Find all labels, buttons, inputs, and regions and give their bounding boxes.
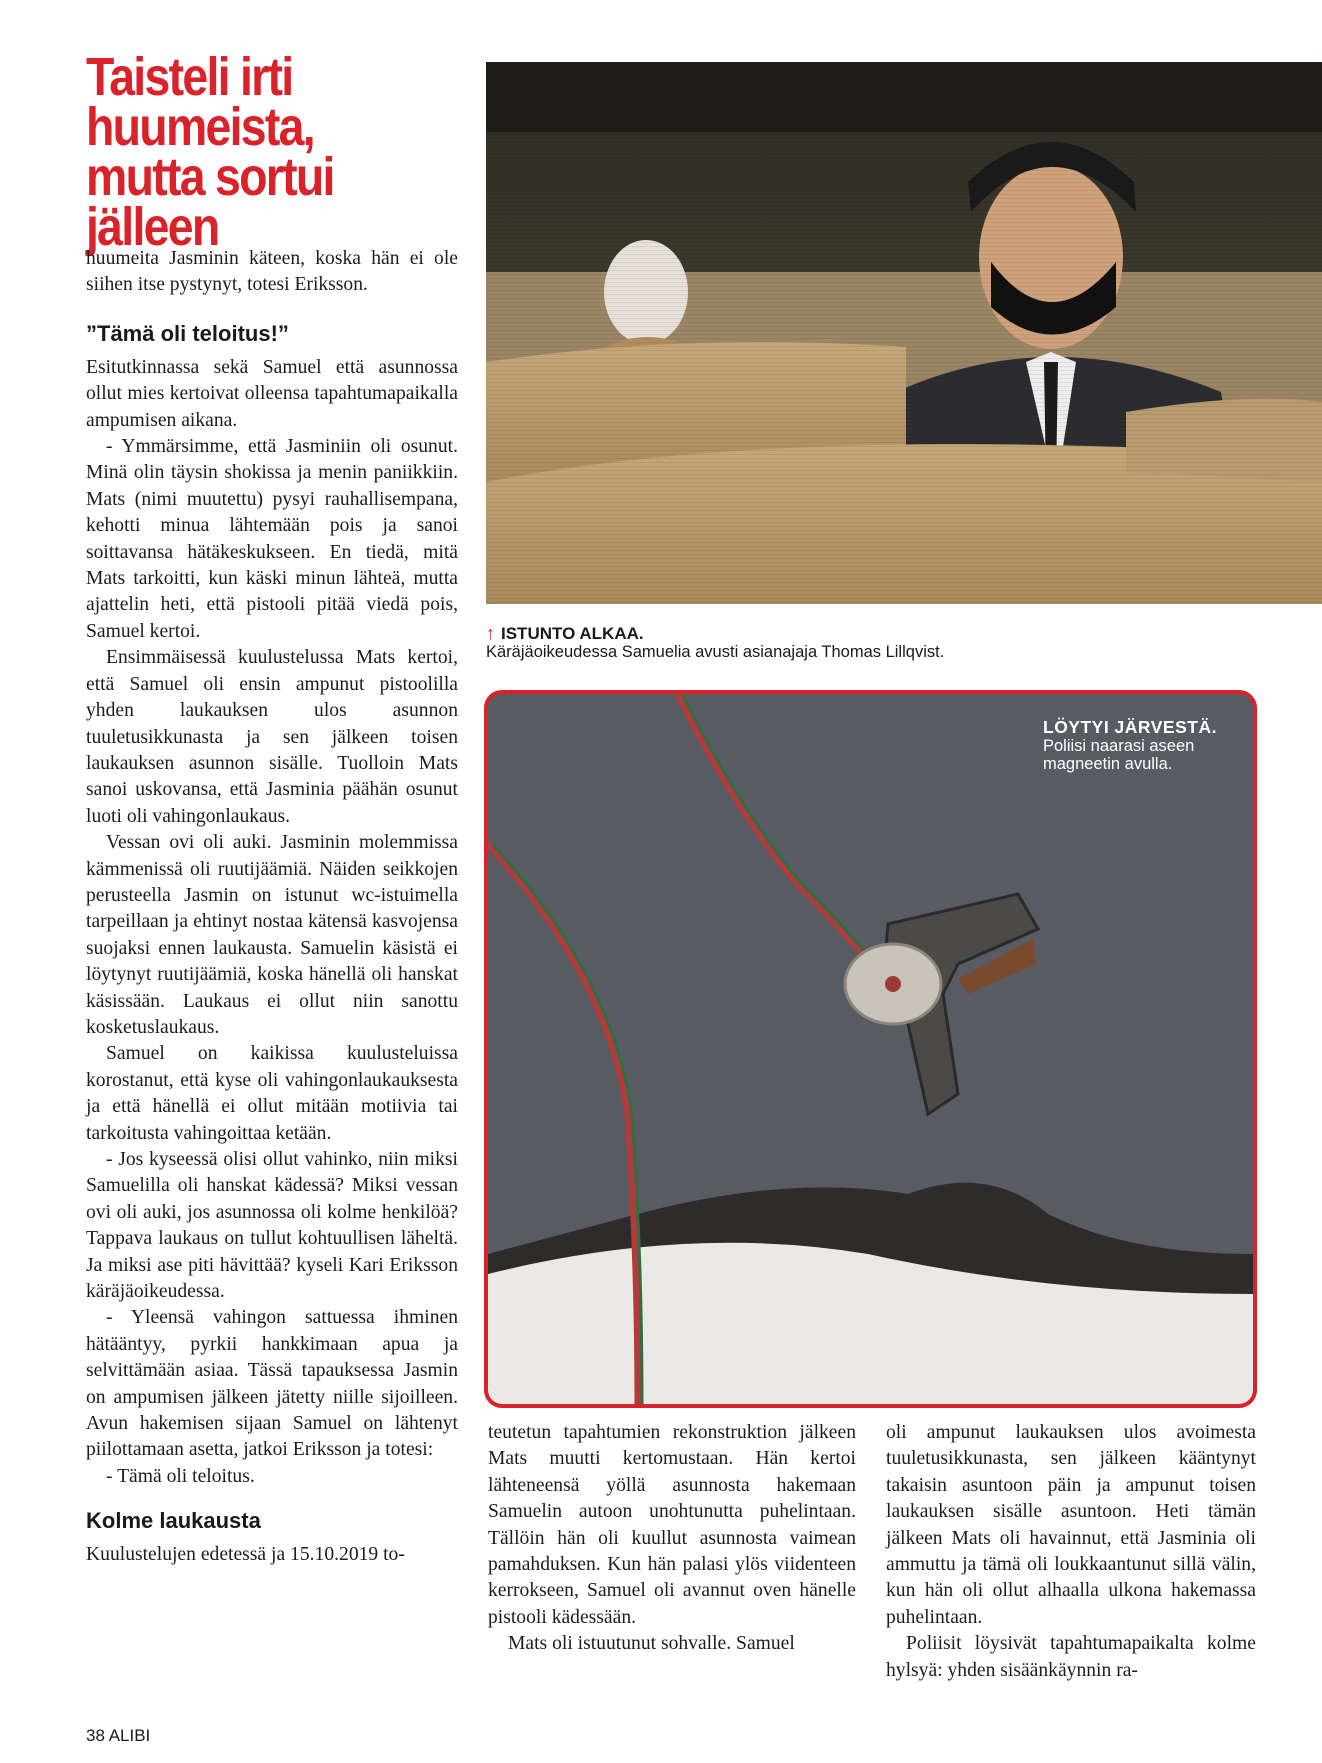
subheading: ”Tämä oli teloitus!” [86,320,289,346]
gun-caption [1043,718,1243,774]
paragraph: Samuel on kaikissa kuulusteluissa korostanut, että kyse oli vahingonlaukauksesta ja että hänellä ei ollut mitään motiivia tai tarkoitusta vahingoittaa ketään. [86,1043,458,1144]
paragraph: teutetun tapahtumien rekonstruktion jälkeen Mats muutti kertomustaan. Hän kertoi lähteneensä yöllä asunnosta hakemaan Samuelin autoon unohtunutta puhelintaan. Tällöin hän oli kuullut asunnosta vaimean pamahduksen. Kun hän palasi ylös viidenteen kerrokseen, Samuel oli avannut oven hänelle pistooli kädessään. [488,1422,856,1628]
paragraph: Poliisit löysivät tapahtumapaikalta kolme hylsyä: yhden sisäänkäynnin ra- [886,1633,1256,1681]
text-column-3 [886,1420,1256,1684]
text-column-1 [86,246,458,1569]
page-folio: 38 ALIBI [86,1726,151,1745]
gun-photo [484,690,1257,1408]
arrow-up-icon: ↑ [486,623,495,643]
paragraph: huumeita Jasminin käteen, koska hän ei ole siihen itse pystynyt, totesi Eriksson. [86,248,458,296]
paragraph: Esitutkinnassa sekä Samuel että asunnossa ollut mies kertoivat olleensa tapahtumapaikalla ampumisen aikana. [86,356,458,431]
caption-heading: ISTUNTO ALKAA. [501,624,644,643]
paragraph: Vessan ovi oli auki. Jasminin molemmissa kämmenissä oli ruutijäämiä. Näiden seikkojen perusteella Jasmin on istunut wc-istuimella tarpeillaan ja ehtinyt nostaa kätensä kasvojensa suojaksi ennen laukausta. Samuelin käsistä ei löytynyt ruutijäämiä, koska hänellä oli hanskat käsissään. Laukaus ei ollut niin sanottu kosketuslaukaus. [86,832,458,1038]
courtroom-caption [486,624,1306,662]
paragraph: - Ymmärsimme, että Jasminiin oli osunut. Minä olin täysin shokissa ja menin paniikkiin. Mats (nimi muutettu) pysyi rauhallisempana, kehotti minua lähtemään pois ja sanoi soittavansa hätäkeskukseen. En tiedä, mitä Mats tarkoitti, kun käski minun lähteä, mutta ajattelin heti, että pistooli pitää viedä pois, Samuel kertoi. [86,436,458,642]
paragraph: Mats oli istuutunut sohvalle. Samuel [508,1633,795,1655]
paragraph: Ensimmäisessä kuulustelussa Mats kertoi, että Samuel oli ensin ampunut pistoolilla yhden laukauksen ulos asunnon tuuletusikkunasta ja sen jälkeen toisen laukauksen asunnon sisälle. Tuolloin Mats sanoi uskovansa, että Jasminia päähän osunut luoti oli vahingonlaukaus. [86,647,458,827]
paragraph: - Yleensä vahingon sattuessa ihminen hätääntyy, pyrkii hankkimaan apua ja selvittämään asiaa. Tässä tapauksessa Jasmin on ampumisen jälkeen jätetty niille sijoilleen. Avun hakemisen sijaan Samuel on lähtenyt piilottamaan asetta, jatkoi Eriksson ja totesi: [86,1307,458,1461]
paragraph: - Tämä oli teloitus. [106,1465,255,1487]
text-column-2 [488,1420,856,1658]
caption-text: Käräjäoikeudessa Samuelia avusti asianajaja Thomas Lillqvist. [486,643,945,661]
paragraph: oli ampunut laukauksen ulos avoimesta tuuletusikkunasta, sen jälkeen kääntynyt takaisin asuntoon päin ja ampunut toisen laukauksen sisälle asuntoon. Heti tämän jälkeen Mats oli havainnut, että Jasminia oli ammuttu ja tämä oli loukkaantunut sillä välin, kun hän oli ollut alhaalla ulkona hakemassa puhelintaan. [886,1422,1256,1628]
paragraph: Kuulustelujen edetessä ja 15.10.2019 to- [86,1544,405,1566]
caption-heading: LÖYTYI JÄRVESTÄ. [1043,717,1217,737]
subheading: Kolme laukausta [86,1508,261,1534]
headline: Taisteli irti huumeista, mutta sortui jälleen [86,47,334,257]
courtroom-photo [486,62,1322,604]
paragraph: - Jos kyseessä olisi ollut vahinko, niin miksi Samuelilla oli hanskat kädessä? Miksi vessan ovi oli auki, jos asunnossa oli kolme henkilöä? Tappava laukaus on tullut kohtuullisen läheltä. Ja miksi ase piti hävittää? kyseli Kari Eriksson käräjäoikeudessa. [86,1149,458,1303]
caption-text: Poliisi naarasi aseen magneetin avulla. [1043,736,1195,773]
